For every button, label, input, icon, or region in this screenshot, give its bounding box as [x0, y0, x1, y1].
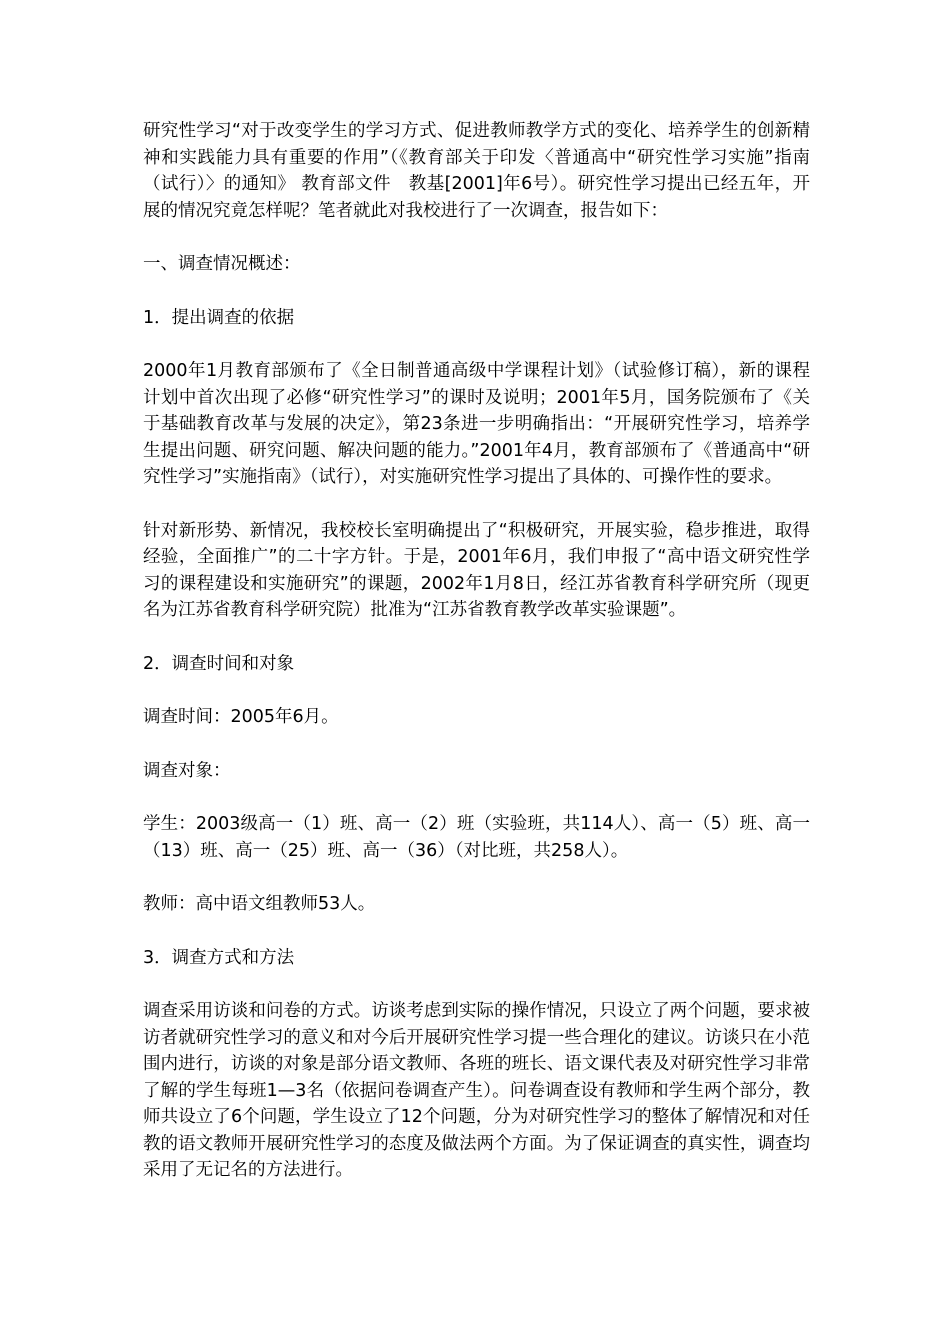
section-heading-overview: 一、调查情况概述： [143, 254, 301, 274]
subsection-heading-methods: 3．调查方式和方法 [143, 947, 295, 968]
survey-students-paragraph: 学生：2003级高一（1）班、高一（2）班（实验班，共114人）、高一（5）班、高一（13）班、高一（25）班、高一（36）（对比班，共258人）。 [143, 814, 810, 861]
survey-time-paragraph: 调查时间：2005年6月。 [143, 707, 339, 727]
methods-paragraph: 调查采用访谈和问卷的方式。访谈考虑到实际的操作情况，只设立了两个问题，要求被访者就研究性学习的意义和对今后开展研究性学习提一些合理化的建议。访谈只在小范围内进行，访谈的对象是部分语文教师、各班的班长、语文课代表及对研究性学习非常了解的学生每班1—3名（依据问卷调查产生）。问卷调查设有教师和学生两个部分，教师共设立了6个问题，学生设立了12个问题，分为对研究性学习的整体了解情况和对任教的语文教师开展研究性学习的态度及做法两个方面。为了保证调查的真实性，调查均采用了无记名的方法进行。 [143, 1001, 810, 1180]
subsection-heading-time-subjects: 2．调查时间和对象 [143, 653, 295, 674]
basis-paragraph-school: 针对新形势、新情况，我校校长室明确提出了“积极研究，开展实验，稳步推进，取得经验，全面推广”的二十字方针。于是，2001年6月，我们申报了“高中语文研究性学习的课程建设和实施研究”的课题，2002年1月8日，经江苏省教育科学研究所（现更名为江苏省教育科学研究院）批准为“江苏省教育教学改革实验课题”。 [143, 520, 810, 620]
survey-subjects-label: 调查对象： [143, 760, 231, 781]
basis-paragraph-policy: 2000年1月教育部颁布了《全日制普通高级中学课程计划》（试验修订稿），新的课程计划中首次出现了必修“研究性学习”的课时及说明；2001年5月，国务院颁布了《关于基础教育改革与发展的决定》，第23条进一步明确指出：“开展研究性学习，培养学生提出问题、研究问题、解决问题的能力。”2001年4月，教育部颁布了《普通高中“研究性学习”实施指南》（试行），对实施研究性学习提出了具体的、可操作性的要求。 [143, 361, 810, 487]
intro-paragraph: 研究性学习“对于改变学生的学习方式、促进教师教学方式的变化、培养学生的创新精神和实践能力具有重要的作用”（《教育部关于印发〈普通高中“研究性学习实施”指南（试行）〉的通知》 教育部文件 教基[2001]年6号）。研究性学习提出已经五年，开展的情况究竟怎样呢？笔者就此对我校进行了一次调查，报告如下： [143, 121, 810, 221]
survey-teachers-paragraph: 教师：高中语文组教师53人。 [143, 894, 376, 914]
subsection-heading-basis: 1．提出调查的依据 [143, 307, 295, 328]
